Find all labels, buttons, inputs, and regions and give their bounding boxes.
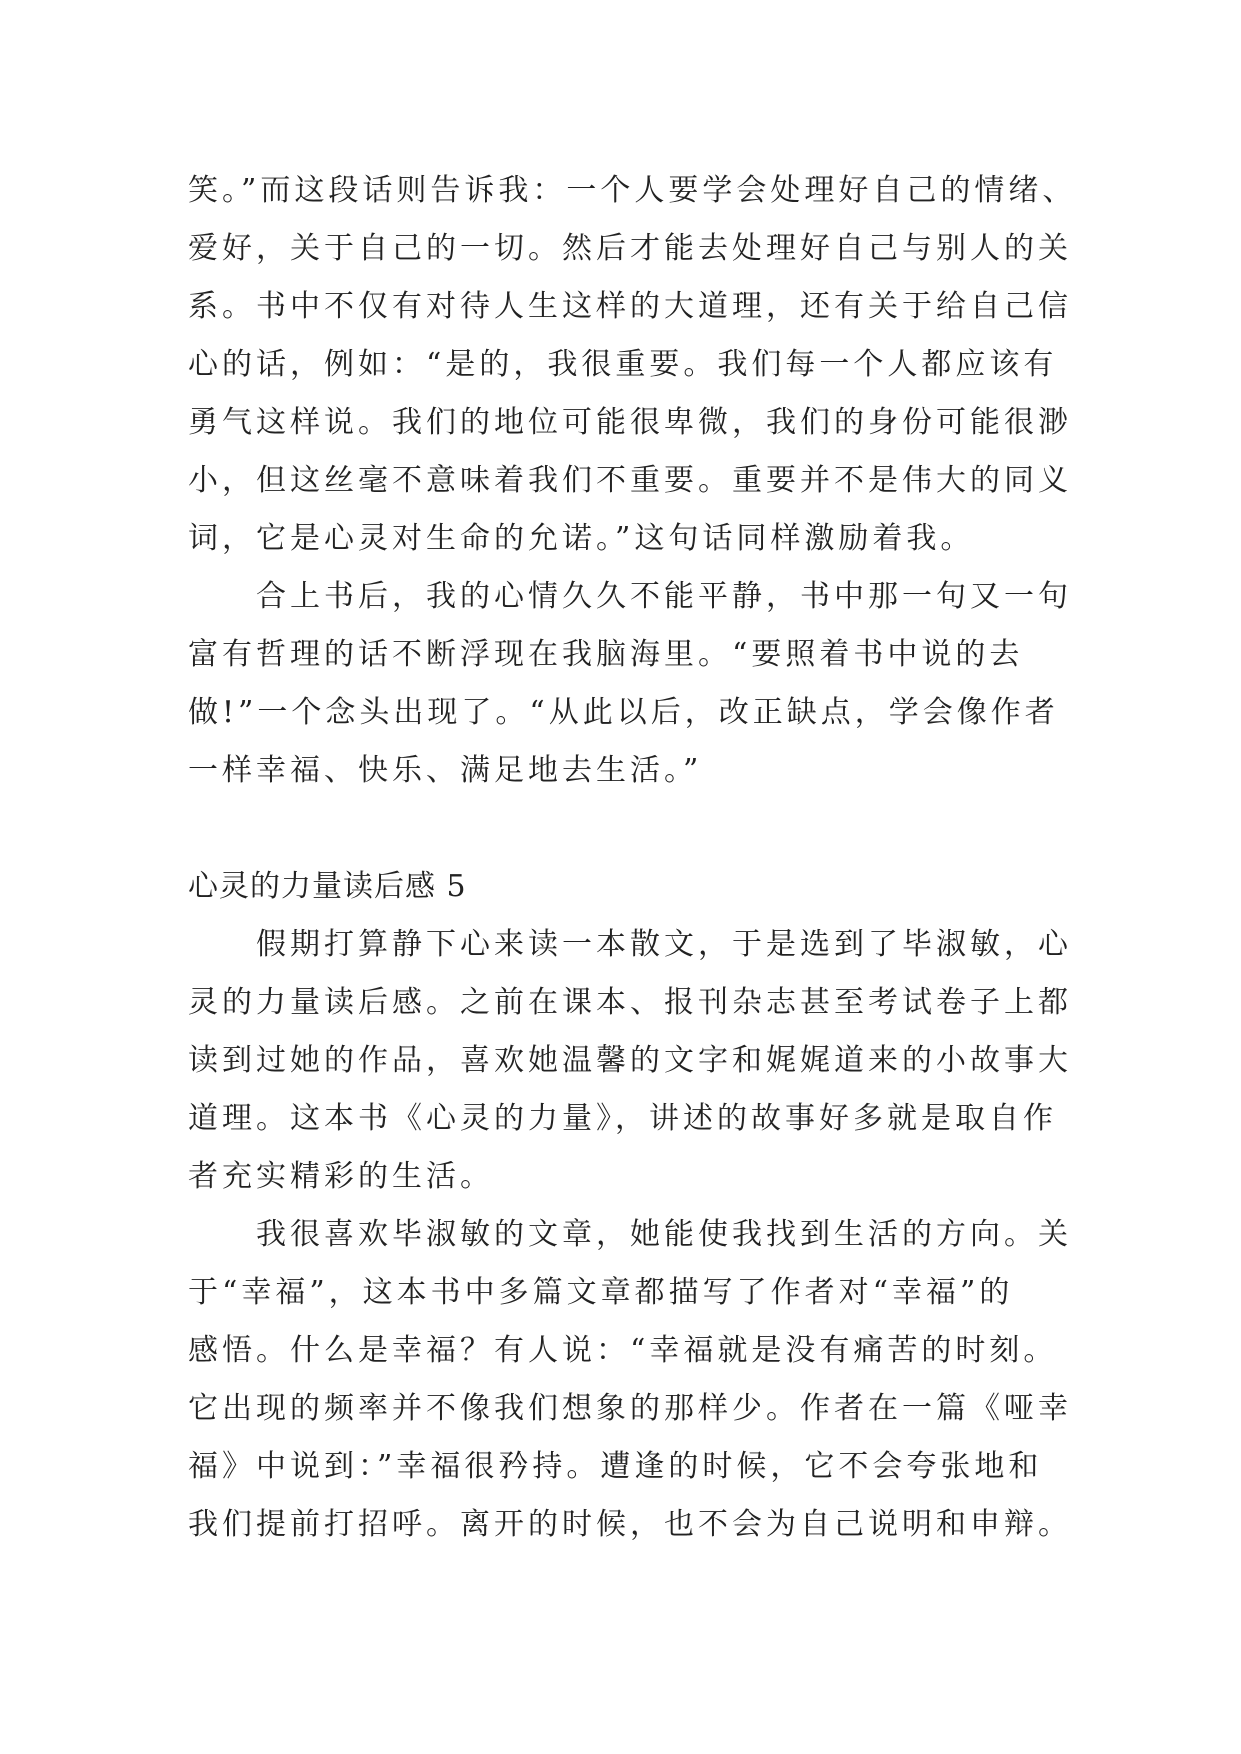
text-line: 感悟。什么是幸福？有人说：“幸福就是没有痛苦的时刻。	[188, 1333, 1058, 1368]
text-line: 道理。这本书《心灵的力量》，讲述的故事好多就是取自作	[188, 1101, 1057, 1136]
text-line: 笑。”而这段话则告诉我：一个人要学会处理好自己的情绪、	[188, 173, 1077, 208]
text-line: 灵的力量读后感。之前在课本、报刊杂志甚至考试卷子上都	[188, 985, 1072, 1020]
document-body	[188, 162, 1077, 1554]
text-line: 心的话，例如：“是的，我很重要。我们每一个人都应该有	[188, 347, 1058, 382]
text-line: 读到过她的作品，喜欢她温馨的文字和娓娓道来的小故事大	[188, 1043, 1072, 1078]
text-line: 我们提前打招呼。离开的时候，也不会为自己说明和申辩。	[188, 1507, 1072, 1542]
text-line: 做!”一个念头出现了。“从此以后，改正缺点，学会像作者	[188, 695, 1059, 730]
text-line: 合上书后，我的心情久久不能平静，书中那一句又一句	[188, 579, 1072, 614]
section-gap	[188, 800, 1068, 858]
text-line: 它出现的频率并不像我们想象的那样少。作者在一篇《哑幸	[188, 1391, 1072, 1426]
text-line: 我很喜欢毕淑敏的文章，她能使我找到生活的方向。关	[188, 1217, 1072, 1252]
text-line: 爱好，关于自己的一切。然后才能去处理好自己与别人的关	[188, 231, 1072, 266]
text-line: 词，它是心灵对生命的允诺。”这句话同样激励着我。	[188, 521, 975, 556]
text-line: 一样幸福、快乐、满足地去生活。”	[188, 753, 703, 788]
section-heading: 心灵的力量读后感 5	[188, 869, 467, 904]
text-line: 福》中说到：”幸福很矜持。遭逢的时候，它不会夸张地和	[188, 1449, 1043, 1484]
text-line: 假期打算静下心来读一本散文，于是选到了毕淑敏，心	[188, 927, 1072, 962]
text-line: 勇气这样说。我们的地位可能很卑微，我们的身份可能很渺	[188, 405, 1072, 440]
text-line: 小，但这丝毫不意味着我们不重要。重要并不是伟大的同义	[188, 463, 1072, 498]
text-line: 系。书中不仅有对待人生这样的大道理，还有关于给自己信	[188, 289, 1072, 324]
text-line: 富有哲理的话不断浮现在我脑海里。“要照着书中说的去	[188, 637, 1024, 672]
text-line: 者充实精彩的生活。	[188, 1159, 494, 1194]
text-line: 于“幸福”，这本书中多篇文章都描写了作者对“幸福”的	[188, 1275, 1014, 1310]
